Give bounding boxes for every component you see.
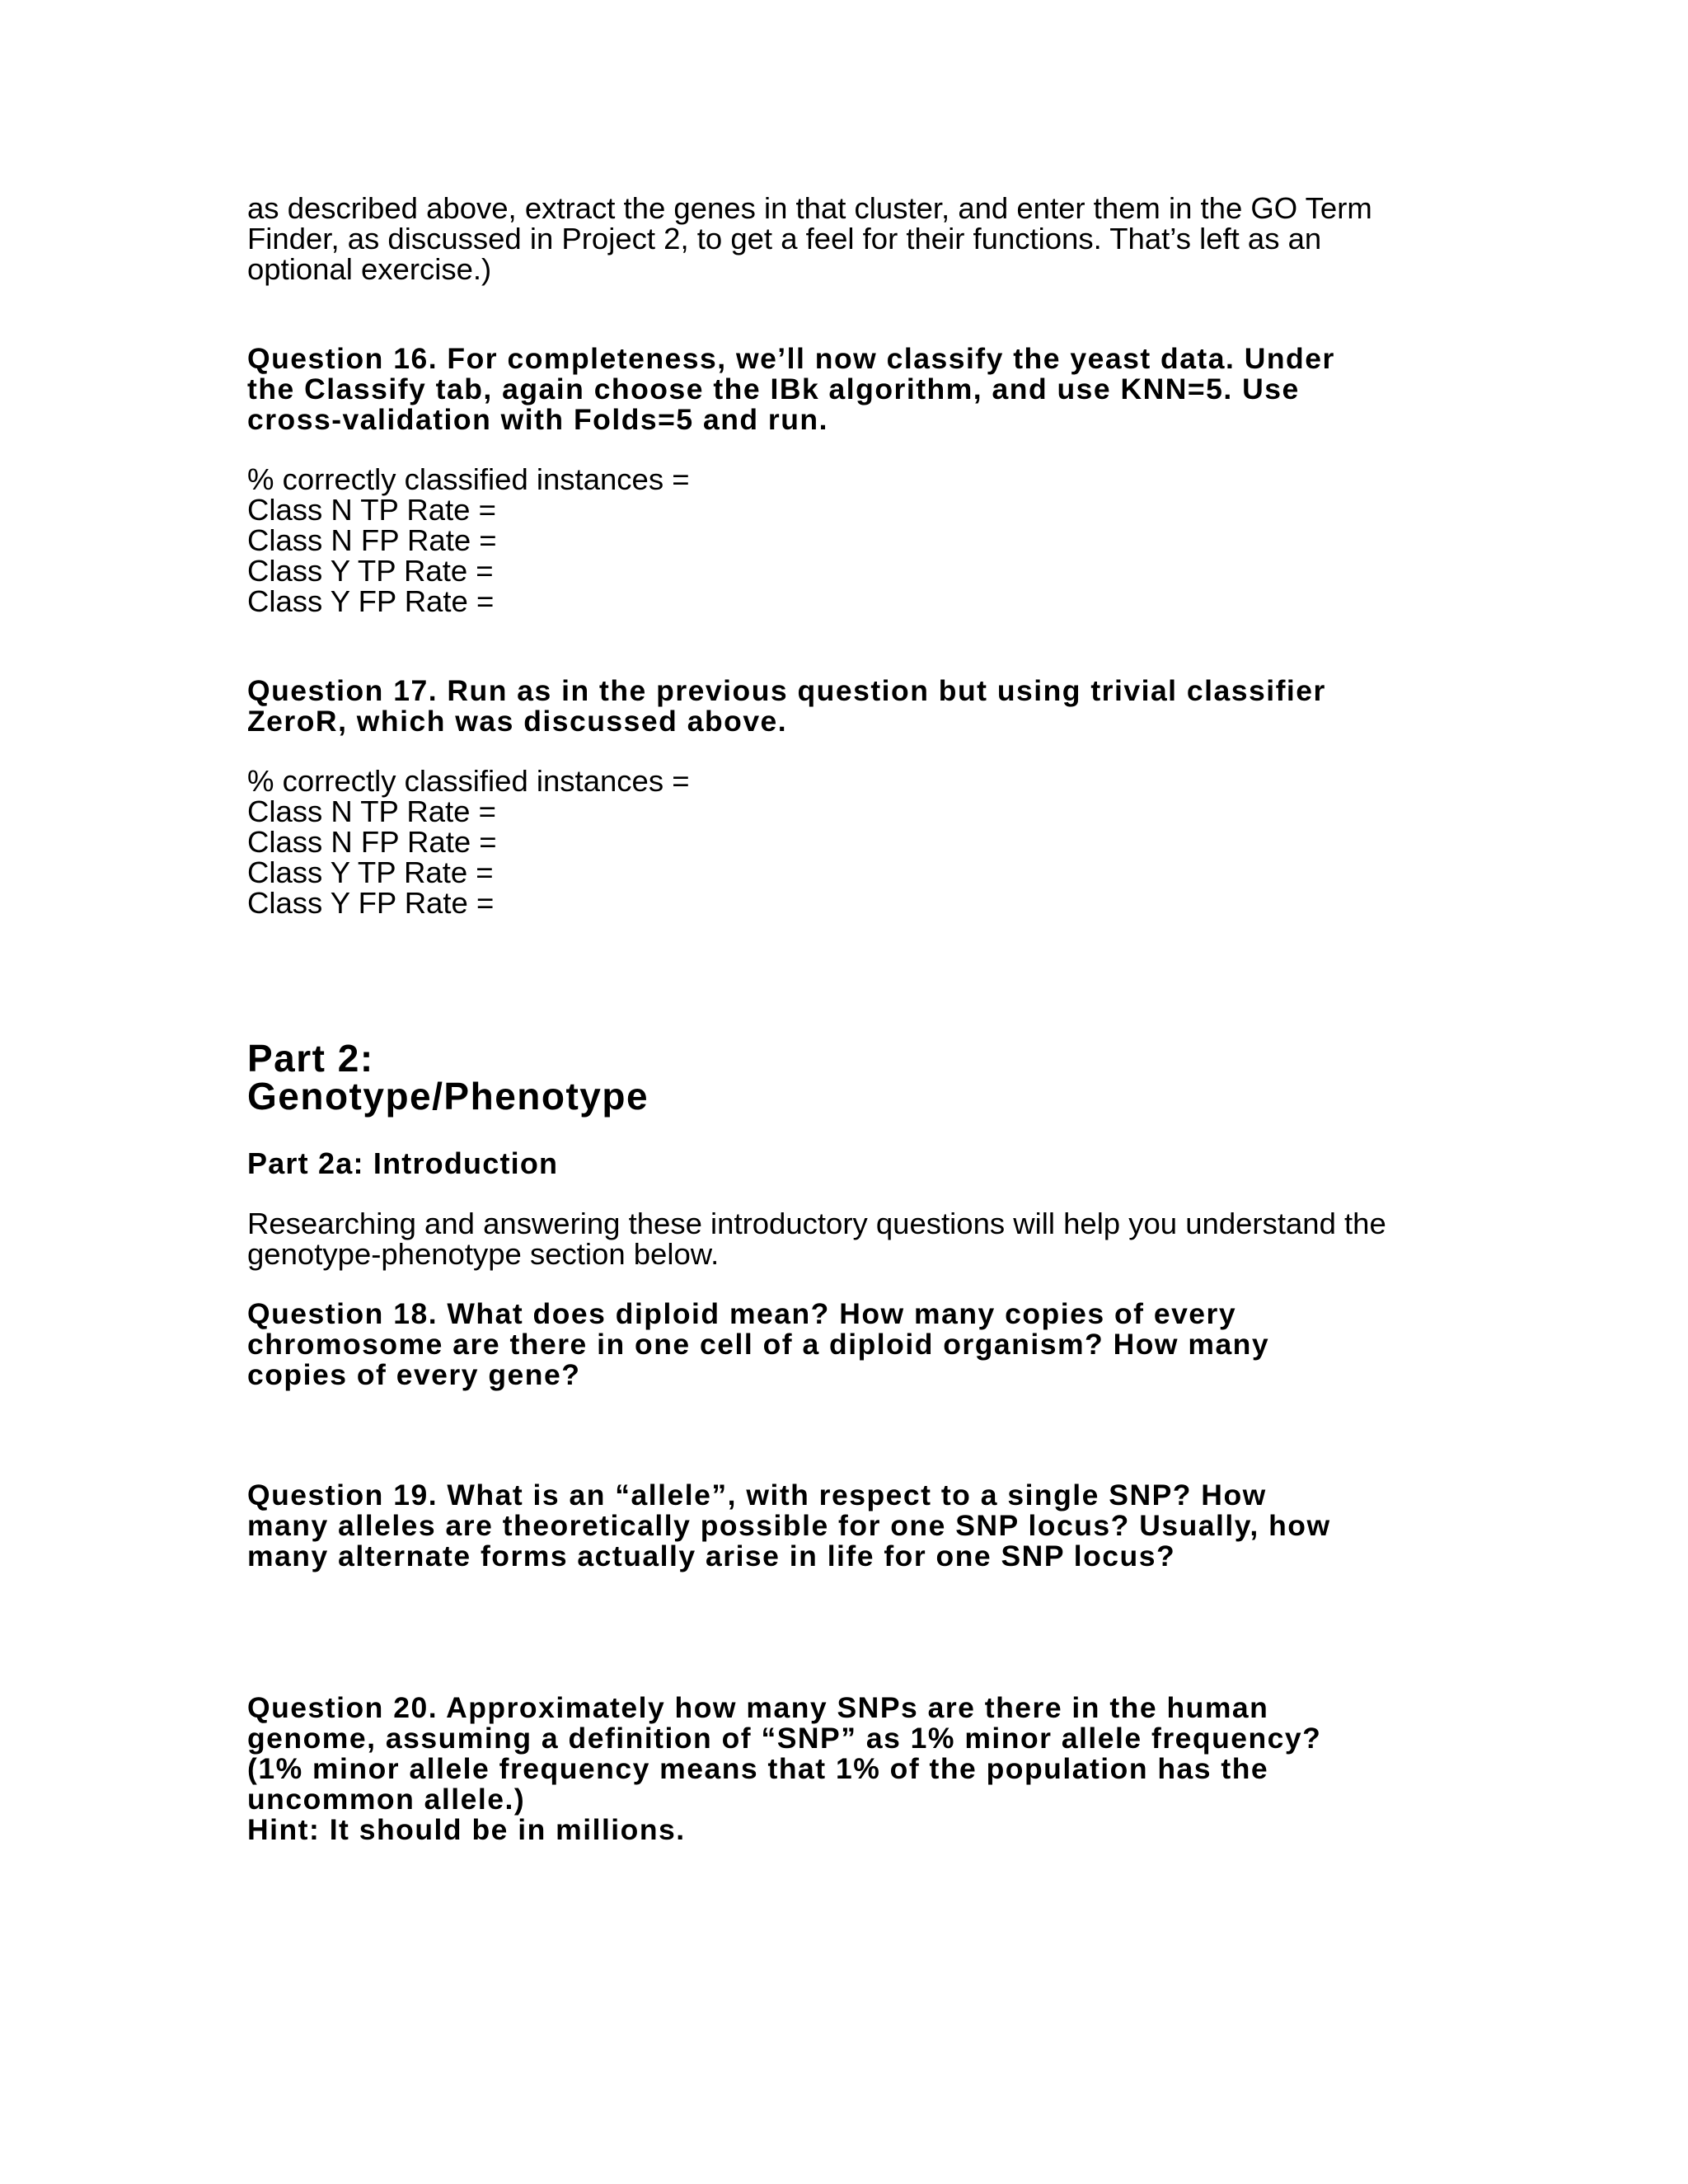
answer-class-y-tp-rate: Class Y TP Rate = bbox=[247, 855, 494, 889]
question-16-line: cross-validation with Folds=5 and run. bbox=[247, 403, 828, 436]
question-16 bbox=[247, 344, 1434, 435]
answer-class-y-fp-rate: Class Y FP Rate = bbox=[247, 584, 495, 618]
question-17-line: ZeroR, which was discussed above. bbox=[247, 705, 788, 738]
answer-class-n-tp-rate: Class N TP Rate = bbox=[247, 794, 496, 828]
question-18-line: copies of every gene? bbox=[247, 1358, 581, 1391]
question-20 bbox=[247, 1693, 1434, 1845]
part-2a-subtitle-text: Part 2a: Introduction bbox=[247, 1146, 559, 1180]
part-2-title-line: Genotype/Phenotype bbox=[247, 1075, 649, 1118]
question-16-line: the Classify tab, again choose the IBk algorithm, and use KNN=5. Use bbox=[247, 373, 1300, 405]
intro-line: Finder, as discussed in Project 2, to get a feel for their functions. That’s left as an bbox=[247, 222, 1322, 255]
question-20-line: genome, assuming a definition of “SNP” as 1% minor allele frequency? bbox=[247, 1722, 1322, 1755]
answer-class-y-fp-rate: Class Y FP Rate = bbox=[247, 886, 495, 920]
part-2-title bbox=[247, 1037, 1434, 1118]
answer-class-y-tp-rate: Class Y TP Rate = bbox=[247, 554, 494, 588]
part-2a-subtitle bbox=[247, 1148, 1434, 1179]
question-19-line: many alleles are theoretically possible for one SNP locus? Usually, how bbox=[247, 1509, 1331, 1542]
intro-paragraph bbox=[247, 193, 1434, 284]
answer-correctly-classified: % correctly classified instances = bbox=[247, 764, 690, 798]
question-19 bbox=[247, 1480, 1434, 1572]
answer-class-n-fp-rate: Class N FP Rate = bbox=[247, 825, 497, 859]
question-19-line: many alternate forms actually arise in life for one SNP locus? bbox=[247, 1540, 1176, 1572]
question-17 bbox=[247, 676, 1434, 737]
intro-line: optional exercise.) bbox=[247, 252, 492, 286]
question-20-line: uncommon allele.) bbox=[247, 1783, 526, 1816]
question-18-line: chromosome are there in one cell of a diploid organism? How many bbox=[247, 1328, 1270, 1361]
question-18-line: Question 18. What does diploid mean? How many copies of every bbox=[247, 1297, 1237, 1330]
question-20-hint: Hint: It should be in millions. bbox=[247, 1813, 686, 1846]
question-16-line: Question 16. For completeness, we’ll now classify the yeast data. Under bbox=[247, 342, 1335, 375]
part-2a-intro-paragraph bbox=[247, 1208, 1434, 1269]
question-20-line: (1% minor allele frequency means that 1% of the population has the bbox=[247, 1752, 1269, 1785]
answer-class-n-tp-rate: Class N TP Rate = bbox=[247, 493, 496, 527]
answer-class-n-fp-rate: Class N FP Rate = bbox=[247, 523, 497, 557]
intro-line: as described above, extract the genes in that cluster, and enter them in the GO Term bbox=[247, 191, 1372, 225]
question-19-line: Question 19. What is an “allele”, with respect to a single SNP? How bbox=[247, 1479, 1267, 1511]
part-2a-intro-line: Researching and answering these introductory questions will help you understand the bbox=[247, 1207, 1386, 1240]
question-17-line: Question 17. Run as in the previous question but using trivial classifier bbox=[247, 674, 1326, 707]
question-17-answer-list bbox=[247, 766, 1434, 918]
question-20-line: Question 20. Approximately how many SNPs are there in the human bbox=[247, 1691, 1269, 1724]
question-18 bbox=[247, 1299, 1434, 1390]
part-2a-intro-line: genotype-phenotype section below. bbox=[247, 1237, 720, 1271]
answer-correctly-classified: % correctly classified instances = bbox=[247, 462, 690, 496]
question-16-answer-list bbox=[247, 464, 1434, 616]
part-2-title-line: Part 2: bbox=[247, 1037, 374, 1080]
